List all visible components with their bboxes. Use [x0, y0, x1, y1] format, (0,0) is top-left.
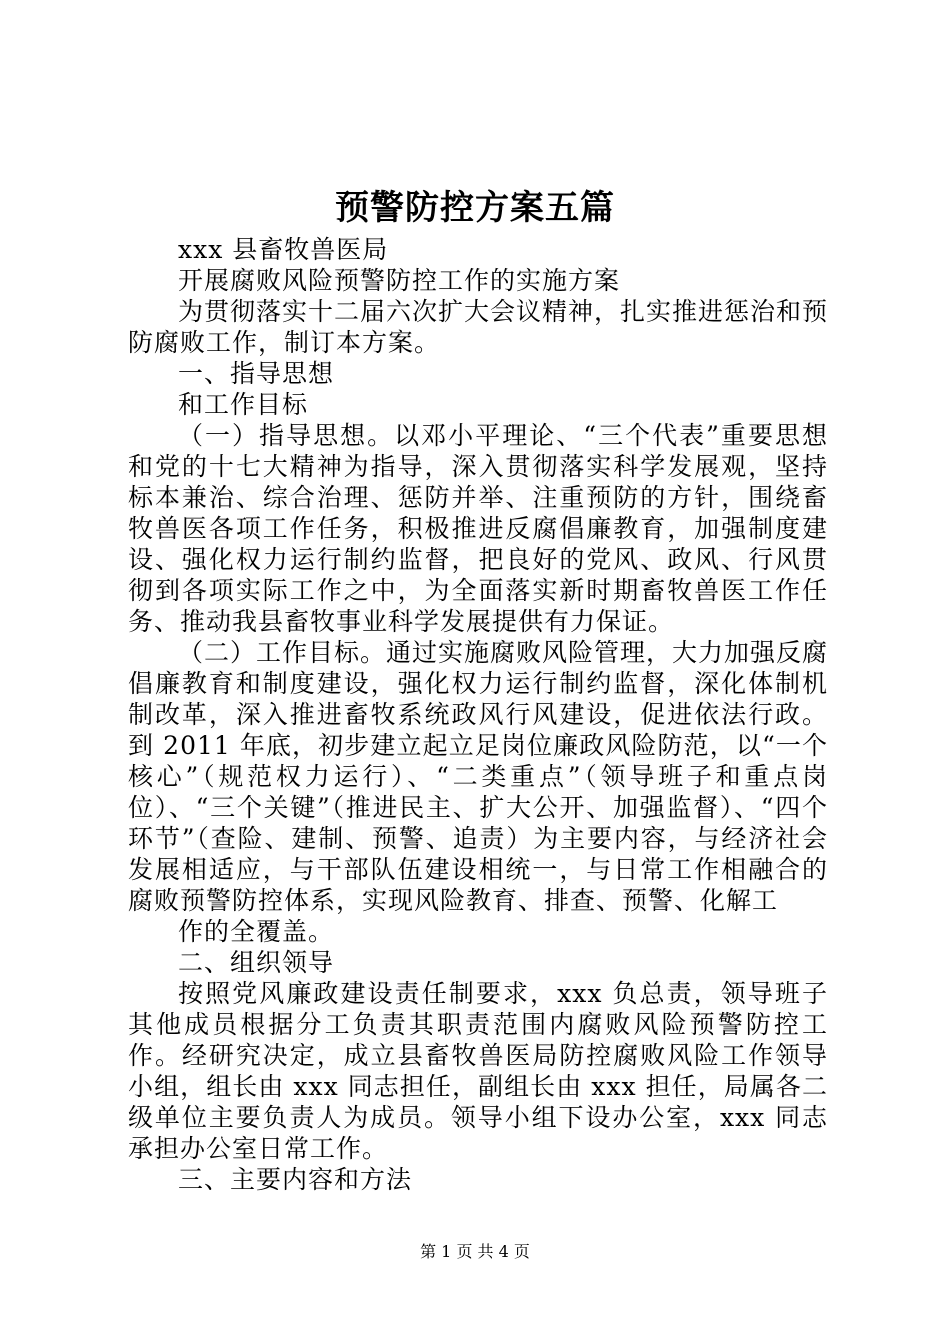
document-body — [128, 234, 828, 1195]
page-footer: 第 1 页 共 4 页 — [420, 1242, 530, 1261]
paragraph-work-goal-end: 作的全覆盖。 — [178, 917, 335, 946]
paragraph-work-goal: （二）工作目标。通过实施腐败风险管理，大力加强反腐倡廉教育和制度建设，强化权力运行制约监督，深化体制机制改革，深入推进畜牧系统政风行风建设，促进依法行政。到 2011 年底，初步建立起立足岗位廉政风险防范，以“一个核心”（规范权力运行）、“二类重点”（领导班子和重点岗位）、“三个关键”（推进民主、扩大公开、加强监督）、“四个环节”（查险、建制、预警、追责）为主要内容，与经济社会发展相适应，与干部队伍建设相统一，与日常工作相融合的腐败预警防控体系，实现风险教育、排查、预警、化解工 — [128, 638, 829, 915]
paragraph-organization: 按照党风廉政建设责任制要求，xxx 负总责，领导班子其他成员根据分工负责其职责范围内腐败风险预警防控工作。经研究决定，成立县畜牧兽医局防控腐败风险工作领导小组，组长由 xxx 同志担任，副组长由 xxx 担任，局属各二级单位主要负责人为成员。领导小组下设办公室，xxx 同志承担办公室日常工作。 — [128, 979, 828, 1163]
section-heading-1: 一、指导思想 — [178, 359, 335, 388]
section-heading-3: 三、主要内容和方法 — [178, 1165, 413, 1194]
paragraph-guiding-thought: （一）指导思想。以邓小平理论、“三个代表”重要思想和党的十七大精神为指导，深入贯彻落实科学发展观，坚持标本兼治、综合治理、惩防并举、注重预防的方针，围绕畜牧兽医各项工作任务，积极推进反腐倡廉教育，加强制度建设、强化权力运行制约监督，把良好的党风、政风、行风贯彻到各项实际工作之中，为全面落实新时期畜牧兽医工作任务、推动我县畜牧事业科学发展提供有力保证。 — [128, 421, 828, 636]
paragraph-plan-title: 开展腐败风险预警防控工作的实施方案 — [178, 266, 621, 295]
paragraph-org-name: xxx 县畜牧兽医局 — [178, 235, 389, 264]
paragraph-intro: 为贯彻落实十二届六次扩大会议精神，扎实推进惩治和预防腐败工作，制订本方案。 — [128, 297, 829, 357]
section-heading-2: 二、组织领导 — [178, 948, 335, 977]
document-title: 预警防控方案五篇 — [335, 188, 615, 228]
section-heading-1-cont: 和工作目标 — [178, 390, 309, 419]
